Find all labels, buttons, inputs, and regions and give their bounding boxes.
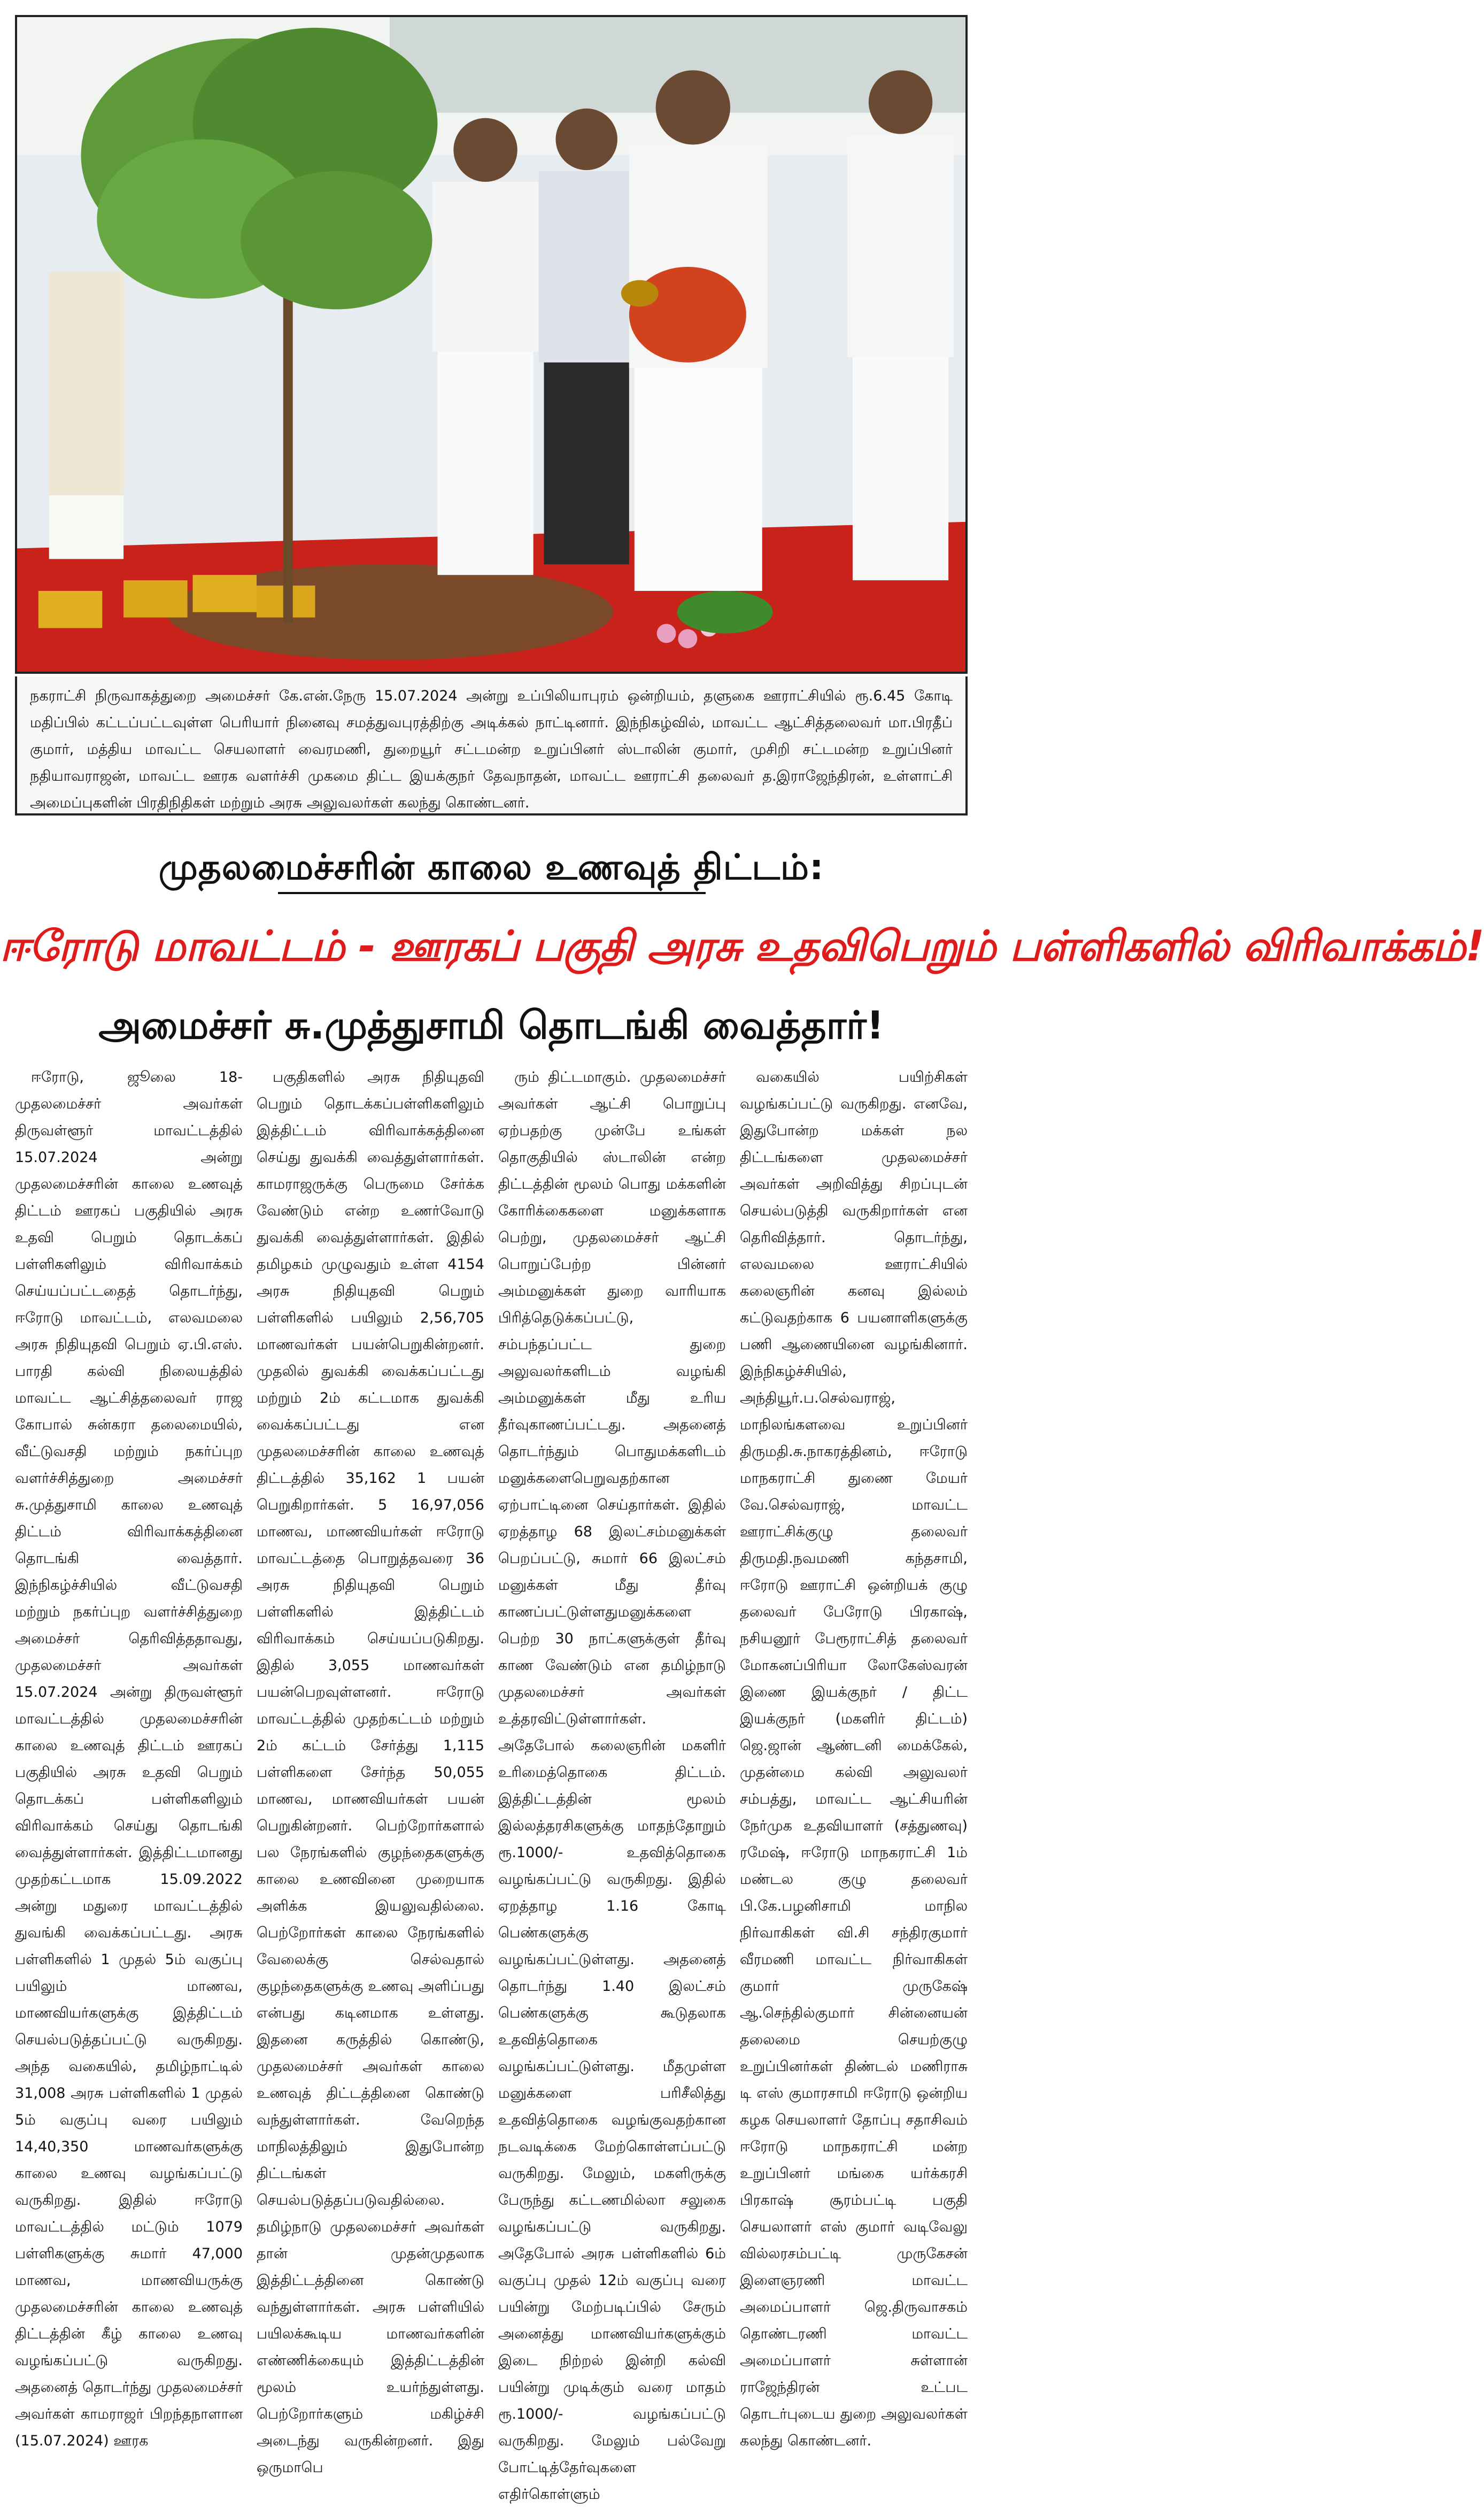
article-column-3 [498,1064,726,2503]
news-photo [15,15,968,674]
article-column-1 [15,1064,243,2457]
photo-ceremony-icon [17,17,965,672]
column-text: ரும் திட்டமாகும். முதலமைச்சர் அவர்கள் ஆட்சி பொறுப்பு ஏற்பதற்கு முன்பே உங்கள் தொகுதியில் ஸ்டாலின் என்ற திட்டத்தின் மூலம் பொது மக்களின் கோரிக்கைகளை மனுக்களாக பெற்று, முதலமைச்சர் ஆட்சி பொறுப்பேற்ற பின்னர் அம்மனுக்கள் துறை வாரியாக பிரித்தெடுக்கப்பட்டு, சம்பந்தப்பட்ட துறை அலுவலர்களிடம் வழங்கி அம்மனுக்கள் மீது உரிய தீர்வுகாணப்பட்டது. அதனைத் தொடர்ந்தும் பொதுமக்களிடம் மனுக்களைபெறுவதற்கான ஏற்பாட்டினை செய்தார்கள். இதில் ஏறத்தாழ 68 இலட்சம்மனுக்கள் பெறப்பட்டு, சுமார் 66 இலட்சம் மனுக்கள் மீது தீர்வு காணப்பட்டுள்ளதுமனுக்களை பெற்ற 30 நாட்களுக்குள் தீர்வு காண வேண்டும் என தமிழ்நாடு முதலமைச்சர் அவர்கள் உத்தரவிட்டுள்ளார்கள். அதேபோல் கலைஞரின் மகளிர் உரிமைத்தொகை திட்டம். இத்திட்டத்தின் மூலம் இல்லத்தரசிகளுக்கு மாதந்தோறும் ரூ.1000/- உதவித்தொகை வழங்கப்பட்டு வருகிறது. இதில் ஏறத்தாழ 1.16 கோடி பெண்களுக்கு வழங்கப்பட்டுள்ளது. அதனைத் தொடர்ந்து 1.40 இலட்சம் பெண்களுக்கு கூடுதலாக உதவித்தொகை வழங்கப்பட்டுள்ளது. மீதமுள்ள மனுக்களை பரிசீலித்து உதவித்தொகை வழங்குவதற்கான நடவடிக்கை மேற்கொள்ளப்பட்டு வருகிறது. மேலும், மகளிருக்கு பேருந்து கட்டணமில்லா சலுகை வழங்கப்பட்டு வருகிறது. அதேபோல் அரசு பள்ளிகளில் 6ம் வகுப்பு முதல் 12ம் வகுப்பு வரை பயின்று மேற்படிப்பில் சேரும் அனைத்து மாணவியர்களுக்கும் இடை நிற்றல் இன்றி கல்வி பயின்று முடிக்கும் வரை மாதம் ரூ.1000/- வழங்கப்பட்டு வருகிறது. மேலும் பல்வேறு போட்டித்தேர்வுகளை எதிர்கொள்ளும் [498,1069,726,2503]
column-text: வகையில் பயிற்சிகள் வழங்கப்பட்டு வருகிறது. எனவே, இதுபோன்ற மக்கள் நல திட்டங்களை முதலமைச்சர் அவர்கள் அறிவித்து சிறப்புடன் செயல்படுத்தி வருகிறார்கள் என தெரிவித்தார். தொடர்ந்து, எலவமலை ஊராட்சியில் கலைஞரின் கனவு இல்லம் கட்டுவதற்காக 6 பயனாளிகளுக்கு பணி ஆணையினை வழங்கினார். இந்நிகழ்ச்சியில், அந்தியூர்.ப.செல்வராஜ், மாநிலங்களவை உறுப்பினர் திருமதி.சு.நாகரத்தினம், ஈரோடு மாநகராட்சி துணை மேயர் வே.செல்வராஜ், மாவட்ட ஊராட்சிக்குழு தலைவர் திருமதி.நவமணி கந்தசாமி, ஈரோடு ஊராட்சி ஒன்றியக் குழு தலைவர் பேரோடு பிரகாஷ், நசியனூர் பேரூராட்சித் தலைவர் மோகனப்பிரியா லோகேஸ்வரன் இணை இயக்குநர் / திட்ட இயக்குநர் (மகளிர் திட்டம்) ஜெ.ஜான் ஆண்டனி மைக்கேல், முதன்மை கல்வி அலுவலர் சம்பத்து, மாவட்ட ஆட்சியரின் நேர்முக உதவியாளர் (சத்துணவு) ரமேஷ், ஈரோடு மாநகராட்சி 1ம் மண்டல குழு தலைவர் பி.கே.பழனிசாமி மாநில நிர்வாகிகள் வி.சி சந்திரகுமார் வீரமணி மாவட்ட நிர்வாகிகள் குமார் முருகேஷ் ஆ.செந்தில்குமார் சின்னையன் தலைமை செயற்குழு உறுப்பினர்கள் திண்டல் மணிராசு டி எஸ் குமாரசாமி ஈரோடு ஒன்றிய கழக செயலாளர் தோப்பு சதாசிவம் ஈரோடு மாநகராட்சி மன்ற உறுப்பினர் மங்கை யர்க்கரசி பிரகாஷ் சூரம்பட்டி பகுதி செயலாளர் எஸ் குமார் வடிவேலு வில்லரசம்பட்டி முருகேசன் இளைஞரணி மாவட்ட அமைப்பாளர் ஜெ.திருவாசகம் தொண்டரணி மாவட்ட அமைப்பாளர் சுள்ளான் ராஜேந்திரன் உட்பட தொடர்புடைய துறை அலுவலர்கள் கலந்து கொண்டனர். [740,1069,968,2449]
article-column-2 [257,1064,484,2476]
subheadline: அமைச்சர் சு.முத்துசாமி தொடங்கி வைத்தார்! [98,1003,884,1048]
kicker-underline [278,892,706,894]
article-body [15,1064,968,2503]
kicker-title: முதலமைச்சரின் காலை உணவுத் திட்டம்: [158,847,824,888]
article-column-4 [740,1064,968,2457]
column-text: பகுதிகளில் அரசு நிதியுதவி பெறும் தொடக்கப்பள்ளிகளிலும் இத்திட்டம் விரிவாக்கத்தினை செய்து துவக்கி வைத்துள்ளார்கள். காமராஜருக்கு பெருமை சேர்க்க வேண்டும் என்ற உணர்வோடு துவக்கி வைத்துள்ளார்கள். இதில் தமிழகம் முழுவதும் உள்ள 4154 அரசு நிதியுதவி பெறும் பள்ளிகளில் பயிலும் 2,56,705 மாணவர்கள் பயன்பெறுகின்றனர். முதலில் துவக்கி வைக்கப்பட்டது மற்றும் 2ம் கட்டமாக துவக்கி வைக்கப்பட்டது என முதலமைச்சரின் காலை உணவுத் திட்டத்தில் 35,162 1 பயன் பெறுகிறார்கள். 5 16,97,056 மாணவ, மாணவியர்கள் ஈரோடு மாவட்டத்தை பொறுத்தவரை 36 அரசு நிதியுதவி பெறும் பள்ளிகளில் இத்திட்டம் விரிவாக்கம் செய்யப்படுகிறது. இதில் 3,055 மாணவர்கள் பயன்பெறவுள்ளனர். ஈரோடு மாவட்டத்தில் முதற்கட்டம் மற்றும் 2ம் கட்டம் சேர்த்து 1,115 பள்ளிகளை சேர்ந்த 50,055 மாணவ, மாணவியர்கள் பயன் பெறுகின்றனர். பெற்றோர்களால் பல நேரங்களில் குழந்தைகளுக்கு காலை உணவினை முறையாக அளிக்க இயலுவதில்லை. பெற்றோர்கள் காலை நேரங்களில் வேலைக்கு செல்வதால் குழந்தைகளுக்கு உணவு அளிப்பது என்பது கடினமாக உள்ளது. இதனை கருத்தில் கொண்டு, முதலமைச்சர் அவர்கள் காலை உணவுத் திட்டத்தினை கொண்டு வந்துள்ளார்கள். வேறெந்த மாநிலத்திலும் இதுபோன்ற திட்டங்கள் செயல்படுத்தப்படுவதில்லை. தமிழ்நாடு முதலமைச்சர் அவர்கள் தான் முதன்முதலாக இத்திட்டத்தினை கொண்டு வந்துள்ளார்கள். அரசு பள்ளியில் பயிலக்கூடிய மாணவர்களின் எண்ணிக்கையும் இத்திட்டத்தின் மூலம் உயர்ந்துள்ளது. பெற்றோர்களும் மகிழ்ச்சி அடைந்து வருகின்றனர். இது ஒருமாபெ [257,1069,484,2476]
photo-caption: நகராட்சி நிருவாகத்துறை அமைச்சர் கே.என்.நேரு 15.07.2024 அன்று உப்பிலியாபுரம் ஒன்றியம், தளுகை ஊராட்சியில் ரூ.6.45 கோடி மதிப்பில் கட்டப்பட்டவுள்ள பெரியார் நினைவு சமத்துவபுரத்திற்கு அடிக்கல் நாட்டினார். இந்நிகழ்வில், மாவட்ட ஆட்சித்தலைவர் மா.பிரதீப் குமார், மத்திய மாவட்ட செயலாளர் வைரமணி, துறையூர் சட்டமன்ற உறுப்பினர் ஸ்டாலின் குமார், முசிறி சட்டமன்ற உறுப்பினர் நதியாவராஜன், மாவட்ட ஊரக வளர்ச்சி முகமை திட்ட இயக்குநர் தேவநாதன், மாவட்ட ஊராட்சி தலைவர் த.இராஜேந்திரன், உள்ளாட்சி அமைப்புகளின் பிரதிநிதிகள் மற்றும் அரசு அலுவலர்கள் கலந்து கொண்டனர். [15,676,968,816]
headline: ஈரோடு மாவட்டம் - ஊரகப் பகுதி அரசு உதவிபெறும் பள்ளிகளில் விரிவாக்கம்! [0,922,1484,971]
column-text: ஈரோடு, ஜூலை 18- முதலமைச்சர் அவர்கள் திருவள்ளூர் மாவட்டத்தில் 15.07.2024 அன்று முதலமைச்சரின் காலை உணவுத் திட்டம் ஊரகப் பகுதியில் அரசு உதவி பெறும் தொடக்கப் பள்ளிகளிலும் விரிவாக்கம் செய்யப்பட்டதைத் தொடர்ந்து, ஈரோடு மாவட்டம், எலவமலை அரசு நிதியுதவி பெறும் ஏ.பி.எஸ். பாரதி கல்வி நிலையத்தில் மாவட்ட ஆட்சித்தலைவர் ராஜ கோபால் சுன்கரா தலைமையில், வீட்டுவசதி மற்றும் நகர்ப்புற வளர்ச்சித்துறை அமைச்சர் சு.முத்துசாமி காலை உணவுத் திட்டம் விரிவாக்கத்தினை தொடங்கி வைத்தார். இந்நிகழ்ச்சியில் வீட்டுவசதி மற்றும் நகர்ப்புற வளர்ச்சித்துறை அமைச்சர் தெரிவித்ததாவது, முதலமைச்சர் அவர்கள் 15.07.2024 அன்று திருவள்ளூர் மாவட்டத்தில் முதலமைச்சரின் காலை உணவுத் திட்டம் ஊரகப் பகுதியில் அரசு உதவி பெறும் தொடக்கப் பள்ளிகளிலும் விரிவாக்கம் செய்து தொடங்கி வைத்துள்ளார்கள். இத்திட்டமானது முதற்கட்டமாக 15.09.2022 அன்று மதுரை மாவட்டத்தில் துவங்கி வைக்கப்பட்டது. அரசு பள்ளிகளில் 1 முதல் 5ம் வகுப்பு பயிலும் மாணவ, மாணவியர்களுக்கு இத்திட்டம் செயல்படுத்தப்பட்டு வருகிறது. அந்த வகையில், தமிழ்நாட்டில் 31,008 அரசு பள்ளிகளில் 1 முதல் 5ம் வகுப்பு வரை பயிலும் 14,40,350 மாணவர்களுக்கு காலை உணவு வழங்கப்பட்டு வருகிறது. இதில் ஈரோடு மாவட்டத்தில் மட்டும் 1079 பள்ளிகளுக்கு சுமார் 47,000 மாணவ, மாணவியருக்கு முதலமைச்சரின் காலை உணவுத் திட்டத்தின் கீழ் காலை உணவு வழங்கப்பட்டு வருகிறது. அதனைத் தொடர்ந்து முதலமைச்சர் அவர்கள் காமராஜர் பிறந்தநாளான (15.07.2024) ஊரக [15,1069,243,2449]
